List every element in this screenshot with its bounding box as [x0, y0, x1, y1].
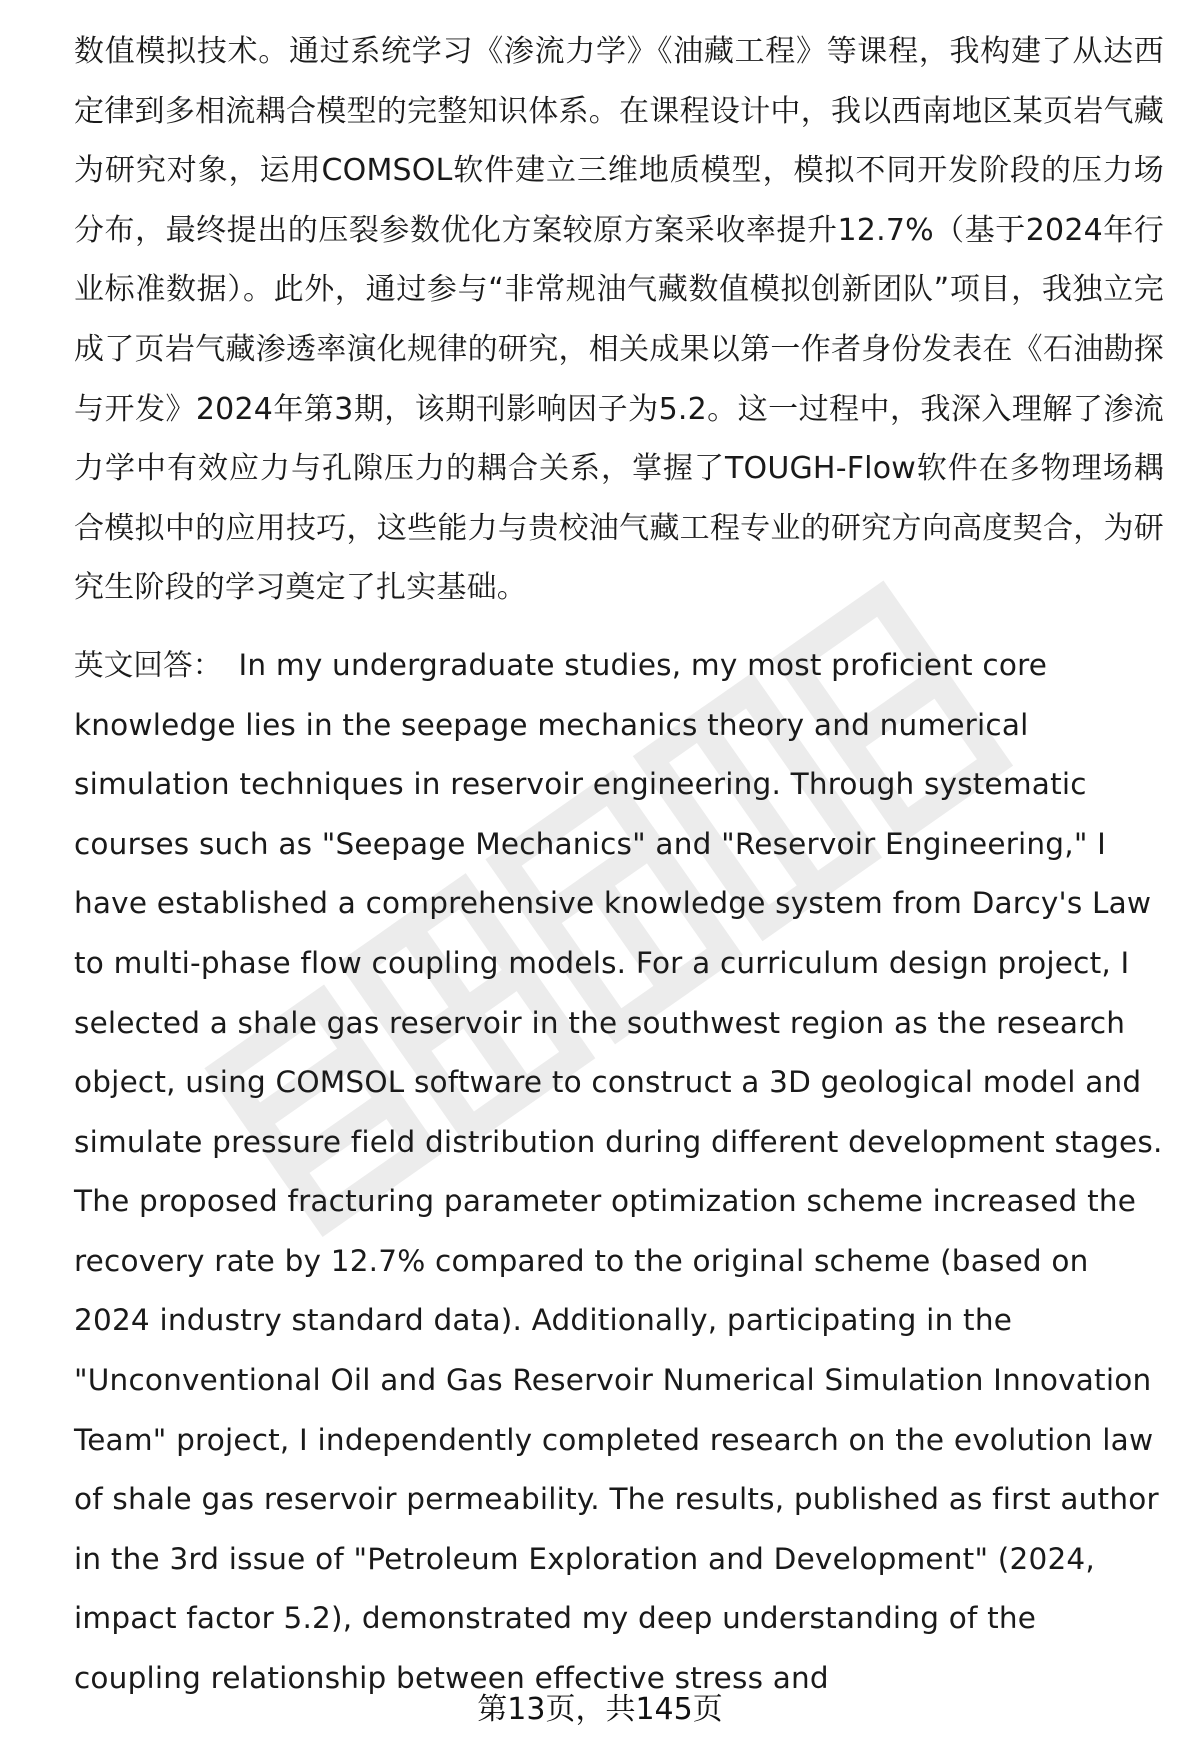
english-answer-text: In my undergraduate studies, my most proficient core knowledge lies in the seepage mechanics theory and numerical simulation techniques in reservoir engineering. Through systematic courses such as "Seepage Mechanics" and "Reservoir Engineering," I have established a comprehensive knowledge system from Darcy's Law to multi-phase flow coupling models. For a curriculum design project, I selected a shale gas reservoir in the southwest region as the research object, using COMSOL software to construct a 3D geological model and simulate pressure field distribution during different development stages. The proposed fracturing parameter optimization scheme increased the recovery rate by 12.7% compared to the original scheme (based on 2024 industry standard data). Additionally, participating in the "Unconventional Oil and Gas Reservoir Numerical Simulation Innovation Team" project, I independently completed research on the evolution law of shale gas reservoir permeability. The results, published as first author in the 3rd issue of "Petroleum Exploration and Development" (2024, impact factor 5.2), demonstrated my deep understanding of the coupling relationship between effective stress and: [74, 647, 1163, 1696]
chinese-answer-paragraph: 数值模拟技术。通过系统学习《渗流力学》《油藏工程》等课程，我构建了从达西定律到多相流耦合模型的完整知识体系。在课程设计中，我以西南地区某页岩气藏为研究对象，运用COMSOL软件建立三维地质模型，模拟不同开发阶段的压力场分布，最终提出的压裂参数优化方案较原方案采收率提升12.7%（基于2024年行业标准数据）。此外，通过参与“非常规油气藏数值模拟创新团队”项目，我独立完成了页岩气藏渗透率演化规律的研究，相关成果以第一作者身份发表在《石油勘探与开发》2024年第3期，该期刊影响因子为5.2。这一过程中，我深入理解了渗流力学中有效应力与孔隙压力的耦合关系，掌握了TOUGH-Flow软件在多物理场耦合模拟中的应用技巧，这些能力与贵校油气藏工程专业的研究方向高度契合，为研究生阶段的学习奠定了扎实基础。: [74, 34, 1164, 606]
english-answer-label: 英文回答：: [74, 647, 223, 682]
english-answer-paragraph: [74, 636, 1164, 1709]
page-number-footer: 第13页，共145页: [477, 1692, 723, 1727]
document-body: [74, 22, 1164, 1709]
